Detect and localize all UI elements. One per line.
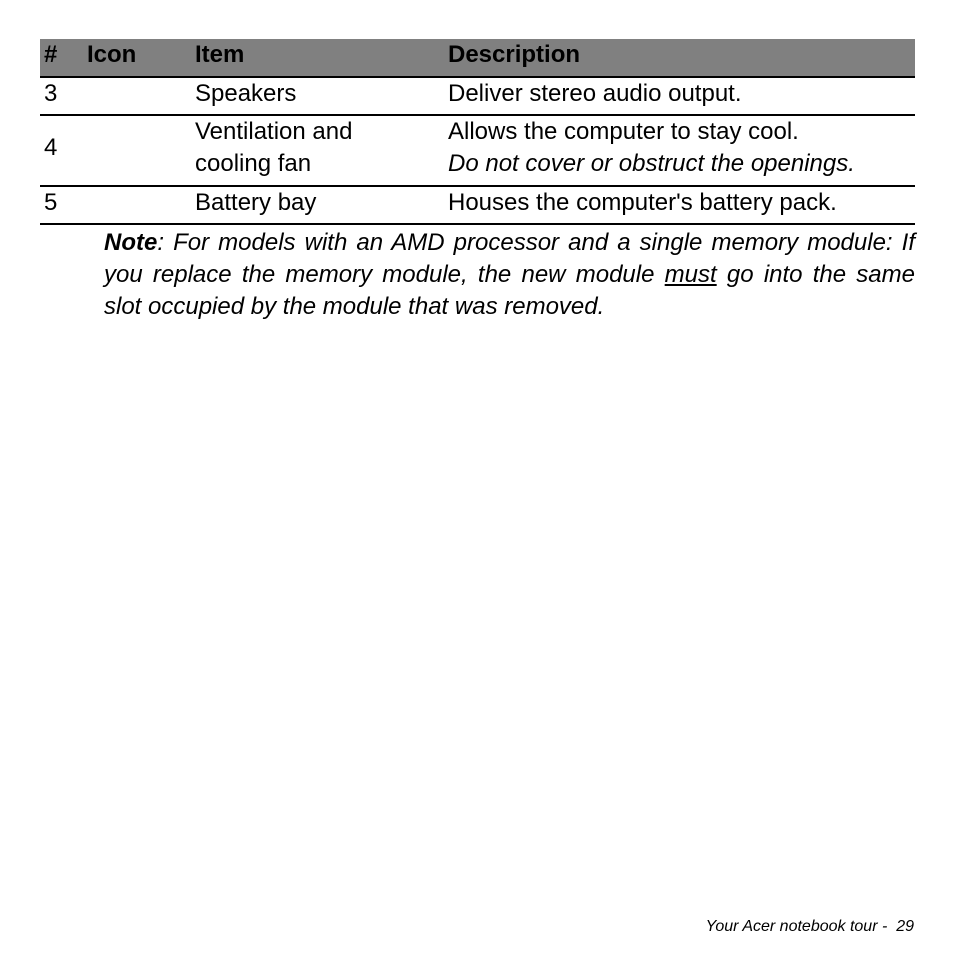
- table-row: [40, 116, 915, 187]
- row-number: 4: [44, 134, 58, 161]
- row-number: 3: [44, 80, 58, 107]
- note-text: : For models with an AMD processor and a single memory module: If you replace the memory module, the new module: [104, 229, 915, 288]
- row-item: Ventilation and: [195, 118, 353, 145]
- footer-section: Your Acer notebook tour -: [705, 918, 892, 935]
- header-number: #: [44, 41, 58, 68]
- header-description: Description: [448, 41, 581, 68]
- table-header: [40, 39, 915, 78]
- components-table: [40, 39, 915, 225]
- row-item: Battery bay: [195, 189, 317, 216]
- header-item: Item: [195, 41, 245, 68]
- row-description: Deliver stereo audio output.: [448, 80, 742, 107]
- note-label: Note: [104, 229, 158, 256]
- row-description: Houses the computer's battery pack.: [448, 189, 837, 216]
- row-number: 5: [44, 189, 58, 216]
- memory-note: [104, 227, 915, 323]
- row-item-continued: cooling fan: [195, 150, 312, 177]
- note-emphasis: must: [664, 261, 717, 288]
- table-row: [40, 187, 915, 225]
- page-footer: [706, 916, 914, 938]
- row-description: Allows the computer to stay cool.: [448, 118, 799, 145]
- row-item: Speakers: [195, 80, 297, 107]
- page-number: 29: [896, 918, 914, 935]
- row-description-warning: Do not cover or obstruct the openings.: [448, 150, 855, 177]
- note-text-end: go into the same slot occupied by the module that was removed.: [104, 261, 915, 320]
- table-row: [40, 78, 915, 116]
- header-icon: Icon: [87, 41, 137, 68]
